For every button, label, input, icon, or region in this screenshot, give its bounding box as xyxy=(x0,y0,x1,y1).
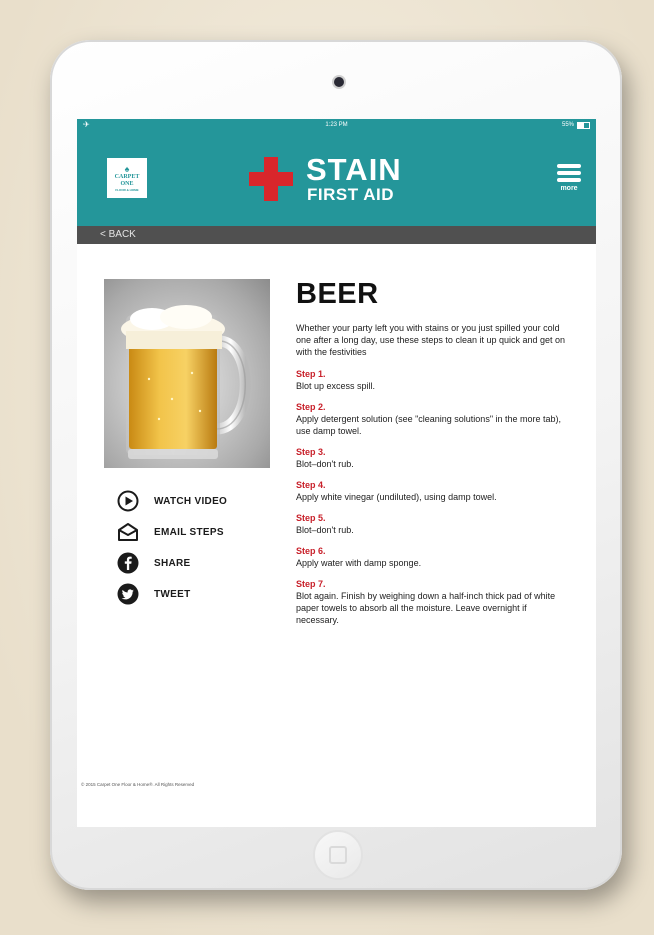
play-icon xyxy=(117,490,139,512)
step-item xyxy=(296,579,566,626)
step-text: Blot up excess spill. xyxy=(296,381,376,391)
step-label: Step 6. xyxy=(296,546,326,556)
page-title: BEER xyxy=(296,278,379,310)
envelope-icon xyxy=(117,521,139,543)
step-item xyxy=(296,447,566,470)
facebook-icon xyxy=(117,552,139,574)
status-time: 1:23 PM xyxy=(325,122,348,128)
battery-status xyxy=(562,119,590,131)
brand-title: STAIN xyxy=(306,152,402,187)
twitter-icon xyxy=(117,583,139,605)
share-actions xyxy=(117,490,227,614)
step-item xyxy=(296,480,566,503)
step-item xyxy=(296,402,566,437)
more-menu-label: more xyxy=(560,185,578,192)
step-label: Step 1. xyxy=(296,369,326,379)
share-button[interactable] xyxy=(117,552,227,574)
app-screen xyxy=(77,119,596,827)
logo-line-2: ONE xyxy=(120,180,134,187)
step-text: Blot–don't rub. xyxy=(296,459,354,469)
watch-video-label: WATCH VIDEO xyxy=(154,495,228,507)
share-label: SHARE xyxy=(154,557,191,569)
back-button[interactable]: < BACK xyxy=(100,229,136,240)
article-intro: Whether your party left you with stains or you just spilled your cold one after a long day, use these steps to clean it up quick and get on with the festivities xyxy=(296,323,566,357)
watch-video-button[interactable] xyxy=(117,490,227,512)
email-steps-button[interactable] xyxy=(117,521,227,543)
email-steps-label: EMAIL STEPS xyxy=(154,526,224,538)
battery-icon xyxy=(577,122,590,129)
battery-percent: 55% xyxy=(561,122,574,128)
brand-subtitle: FIRST AID xyxy=(307,185,394,204)
step-text: Blot–don't rub. xyxy=(296,525,354,535)
step-label: Step 3. xyxy=(296,447,326,457)
logo-line-3: FLOOR & HOME xyxy=(115,187,139,192)
article-content xyxy=(296,279,566,636)
copyright-footer: © 2015 Carpet One Floor & Home®. All Rights Reserved xyxy=(81,782,195,787)
step-text: Apply detergent solution (see "cleaning solutions" in the more tab), use damp towel. xyxy=(296,414,562,436)
step-text: Apply water with damp sponge. xyxy=(296,558,422,568)
back-bar xyxy=(77,226,596,244)
step-label: Step 7. xyxy=(296,579,326,589)
airplane-icon: ✈ xyxy=(83,120,90,129)
step-text: Blot again. Finish by weighing down a half-inch thick pad of white paper towels to absorb all the moisture. Leave overnight if necessary. xyxy=(296,591,556,625)
more-menu-button[interactable] xyxy=(557,164,581,193)
tweet-label: TWEET xyxy=(154,588,191,600)
beer-mug-image xyxy=(104,279,270,468)
step-item xyxy=(296,546,566,569)
app-header xyxy=(77,131,596,226)
step-text: Apply white vinegar (undiluted), using damp towel. xyxy=(296,492,497,502)
hamburger-icon xyxy=(557,164,581,182)
logo-line-1: CARPET xyxy=(114,173,140,180)
tablet-frame xyxy=(50,40,622,890)
home-button[interactable] xyxy=(313,830,363,880)
red-cross-icon xyxy=(249,157,293,201)
logo-mark-icon: ♠ xyxy=(124,163,130,174)
step-item xyxy=(296,513,566,536)
step-label: Step 5. xyxy=(296,513,326,523)
carpet-one-logo[interactable] xyxy=(107,158,147,198)
tweet-button[interactable] xyxy=(117,583,227,605)
step-label: Step 2. xyxy=(296,402,326,412)
camera-icon xyxy=(334,77,344,87)
step-item xyxy=(296,369,566,392)
step-label: Step 4. xyxy=(296,480,326,490)
status-bar xyxy=(77,119,596,131)
